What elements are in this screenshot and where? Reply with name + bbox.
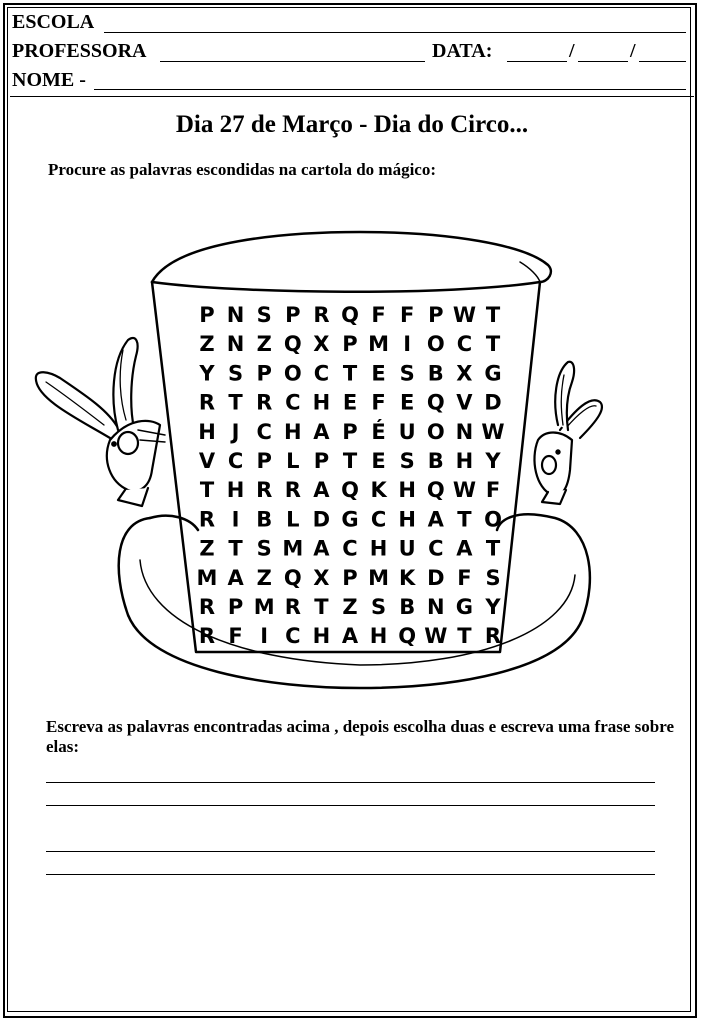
- grid-letter: T: [342, 449, 358, 473]
- date-separator-1: /: [569, 40, 575, 62]
- right-rabbit-icon: [534, 362, 601, 504]
- grid-letter: H: [369, 624, 388, 649]
- grid-letter: P: [342, 565, 358, 590]
- grid-letter: V: [198, 449, 216, 473]
- grid-letter: W: [452, 303, 476, 327]
- grid-letter: Y: [485, 595, 501, 619]
- grid-letter: Z: [199, 332, 215, 357]
- grid-letter: P: [342, 419, 358, 444]
- grid-letter: C: [285, 624, 301, 649]
- grid-letter: U: [398, 419, 416, 444]
- grid-letter: R: [198, 595, 216, 619]
- teacher-label: PROFESSORA: [12, 40, 147, 62]
- grid-letter: É: [371, 419, 386, 444]
- grid-letter: C: [370, 507, 387, 532]
- grid-letter: N: [455, 419, 474, 444]
- grid-letter: C: [313, 361, 330, 386]
- grid-letter: T: [199, 478, 215, 503]
- grid-letter: S: [371, 595, 387, 619]
- grid-letter: R: [198, 507, 216, 532]
- grid-letter: P: [342, 332, 358, 357]
- grid-letter: R: [284, 478, 301, 503]
- grid-letter: Y: [199, 361, 215, 386]
- grid-letter: Q: [341, 303, 359, 327]
- grid-letter: C: [256, 419, 272, 444]
- grid-letter: H: [226, 478, 245, 503]
- grid-letter: F: [400, 303, 415, 327]
- grid-letter: H: [398, 507, 416, 532]
- grid-letter: Z: [256, 332, 272, 357]
- grid-letter: X: [313, 565, 330, 590]
- grid-letter: K: [399, 565, 416, 590]
- grid-letter: H: [198, 419, 216, 444]
- grid-letter: B: [427, 361, 444, 386]
- grid-letter: Z: [256, 565, 272, 590]
- grid-letter: A: [313, 536, 330, 561]
- grid-letter: C: [285, 390, 301, 415]
- grid-letter: S: [228, 361, 244, 386]
- grid-letter: S: [256, 536, 272, 561]
- grid-letter: Q: [341, 478, 359, 503]
- grid-letter: U: [398, 536, 416, 561]
- grid-letter: M: [368, 565, 390, 590]
- word-search-grid: [197, 303, 505, 648]
- grid-letter: T: [485, 303, 501, 327]
- grid-letter: H: [312, 390, 331, 415]
- grid-letter: D: [484, 390, 502, 415]
- grid-letter: M: [282, 536, 304, 561]
- grid-letter: E: [400, 390, 415, 415]
- grid-letter: X: [456, 361, 473, 386]
- grid-letter: B: [427, 449, 444, 473]
- grid-letter: I: [260, 624, 269, 649]
- grid-letter: F: [228, 624, 243, 649]
- grid-letter: R: [313, 303, 330, 327]
- grid-letter: H: [398, 478, 416, 503]
- grid-letter: M: [196, 565, 218, 590]
- grid-letter: D: [312, 507, 331, 532]
- grid-letter: A: [313, 419, 330, 444]
- grid-letter: T: [314, 595, 329, 619]
- grid-letter: X: [313, 332, 330, 357]
- grid-letter: D: [427, 565, 445, 590]
- grid-letter: K: [370, 478, 387, 503]
- grid-letter: E: [371, 361, 386, 386]
- grid-letter: P: [227, 595, 244, 619]
- date-label: DATA:: [432, 40, 493, 62]
- grid-letter: O: [426, 332, 445, 357]
- grid-letter: L: [286, 507, 300, 532]
- grid-letter: T: [457, 624, 472, 649]
- grid-letter: G: [455, 595, 474, 619]
- grid-letter: Y: [485, 449, 501, 473]
- grid-letter: I: [231, 507, 240, 532]
- grid-letter: F: [371, 303, 386, 327]
- grid-letter: W: [481, 419, 505, 444]
- grid-letter: C: [227, 449, 244, 473]
- grid-letter: A: [456, 536, 473, 561]
- grid-letter: Q: [283, 565, 302, 590]
- grid-letter: L: [286, 449, 300, 473]
- grid-letter: H: [369, 536, 388, 561]
- grid-letter: T: [485, 332, 501, 357]
- grid-letter: Z: [199, 536, 215, 561]
- grid-letter: C: [456, 332, 473, 357]
- grid-letter: O: [283, 361, 302, 386]
- page-title: Dia 27 de Março - Dia do Circo...: [175, 111, 529, 138]
- grid-letter: S: [256, 303, 272, 327]
- grid-letter: R: [198, 624, 216, 649]
- grid-letter: Q: [398, 624, 417, 649]
- grid-letter: R: [256, 390, 273, 415]
- grid-letter: E: [371, 449, 386, 473]
- grid-letter: F: [485, 478, 501, 503]
- grid-letter: S: [399, 449, 415, 473]
- grid-letter: R: [284, 595, 301, 619]
- grid-letter: P: [313, 449, 330, 473]
- grid-letter: T: [485, 536, 501, 561]
- grid-letter: N: [226, 303, 245, 327]
- grid-letter: B: [256, 507, 273, 532]
- grid-letter: H: [455, 449, 474, 473]
- grid-letter: M: [368, 332, 390, 357]
- grid-letter: Q: [283, 332, 302, 357]
- grid-letter: T: [228, 390, 243, 415]
- grid-letter: J: [231, 419, 240, 444]
- grid-letter: O: [426, 419, 445, 444]
- grid-letter: P: [256, 449, 272, 473]
- grid-letter: A: [227, 565, 244, 590]
- grid-letter: R: [198, 390, 216, 415]
- instruction-find-words: Procure as palavras escondidas na cartola do mágico:: [48, 160, 436, 179]
- grid-letter: F: [371, 390, 386, 415]
- answer-line[interactable]: [46, 874, 655, 875]
- grid-letter: H: [312, 624, 331, 649]
- instruction-write-words: Escreva as palavras encontradas acima , depois escolha duas e escreva uma frase sobre elas:: [46, 717, 675, 756]
- grid-letter: E: [342, 390, 358, 415]
- grid-letter: N: [226, 332, 245, 357]
- grid-letter: M: [253, 595, 275, 619]
- grid-letter: Q: [426, 390, 445, 415]
- grid-letter: W: [424, 624, 448, 649]
- grid-letter: C: [342, 536, 358, 561]
- grid-letter: R: [484, 624, 502, 649]
- grid-letter: P: [256, 361, 272, 386]
- grid-letter: Z: [342, 595, 358, 619]
- grid-letter: P: [428, 303, 444, 327]
- grid-letter: O: [484, 507, 502, 532]
- grid-letter: A: [313, 478, 330, 503]
- answer-line[interactable]: [46, 805, 655, 806]
- answer-line[interactable]: [46, 782, 655, 783]
- grid-letter: S: [399, 361, 415, 386]
- grid-letter: A: [427, 507, 444, 532]
- grid-letter: R: [256, 478, 273, 503]
- grid-letter: Q: [426, 478, 445, 503]
- grid-letter: F: [457, 565, 472, 590]
- name-label: NOME -: [12, 69, 86, 91]
- grid-letter: G: [484, 361, 502, 386]
- grid-letter: T: [457, 507, 472, 532]
- grid-letter: I: [403, 332, 412, 357]
- grid-letter: V: [456, 390, 473, 415]
- grid-letter: A: [341, 624, 359, 649]
- grid-letter: T: [228, 536, 243, 561]
- left-rabbit-icon: [36, 338, 165, 506]
- grid-letter: P: [285, 303, 301, 327]
- school-label: ESCOLA: [12, 11, 95, 33]
- grid-letter: W: [452, 478, 476, 503]
- grid-letter: S: [485, 565, 501, 590]
- date-separator-2: /: [630, 40, 636, 62]
- grid-letter: N: [427, 595, 445, 619]
- grid-letter: P: [199, 303, 215, 327]
- grid-letter: G: [341, 507, 359, 532]
- grid-letter: B: [399, 595, 416, 619]
- grid-letter: H: [284, 419, 302, 444]
- grid-letter: T: [342, 361, 358, 386]
- grid-letter: C: [428, 536, 444, 561]
- answer-line[interactable]: [46, 851, 655, 852]
